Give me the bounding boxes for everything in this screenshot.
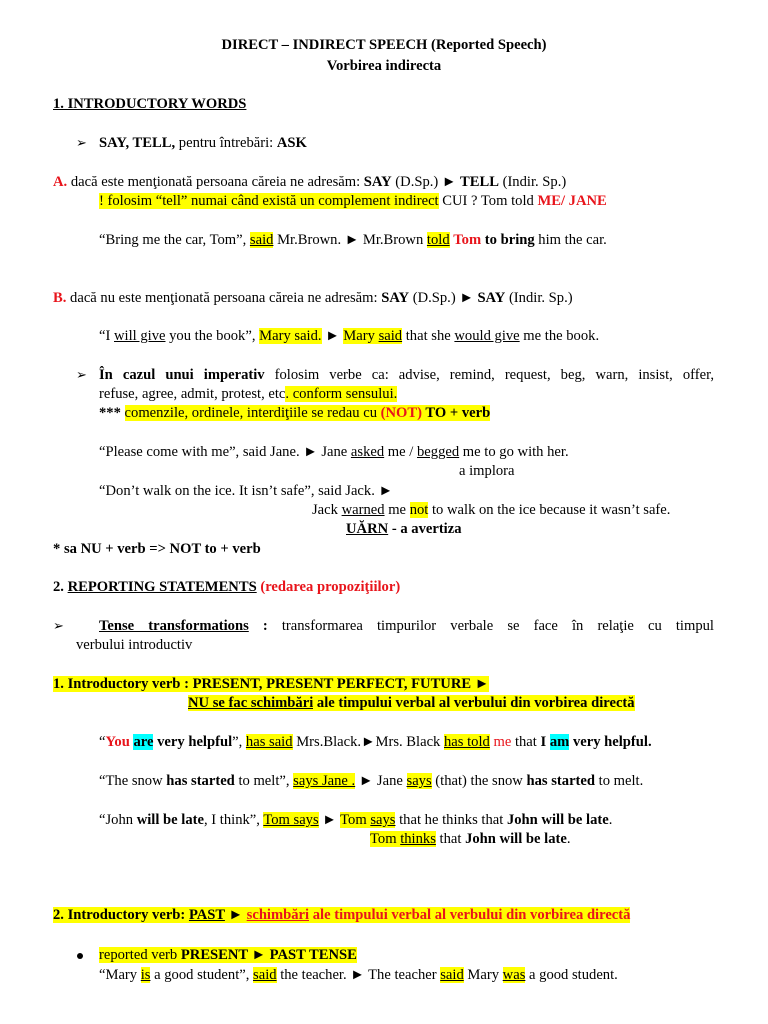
introductory-verb-1-rest: ale timpului verbal al verbului din vorbirea directă (313, 695, 635, 711)
example-text: you the book”, (165, 328, 260, 344)
say-tell-label: SAY, TELL, (99, 135, 176, 151)
arrow: ► (224, 907, 247, 923)
example-text: “John (99, 812, 137, 828)
example-text: “Please come with me”, said Jane. ► Jane (99, 444, 351, 460)
section-2-red-text: (redarea propoziţiilor) (256, 579, 401, 595)
section-2-heading-text: REPORTING STATEMENTS (67, 579, 257, 595)
example-text: “Bring me the car, Tom”, (99, 232, 250, 248)
introductory-verb-2-rest: ale timpului verbal al verbului din vorbirea directă (309, 907, 631, 923)
nu-se-fac-schimbari: NU se fac schimbări (188, 695, 314, 711)
said-highlight: said (253, 967, 277, 983)
avertiza: - a avertiza (388, 521, 462, 537)
example-text: ► (321, 328, 344, 344)
introductory-verb-2 (53, 907, 630, 924)
say-tell-ask-line (99, 135, 307, 152)
reported-verb-text: reported verb (99, 947, 181, 963)
conform-highlight: . conform sensului. (285, 386, 398, 402)
example-text: “Mary (99, 967, 141, 983)
introductory-verb-1-note (188, 695, 635, 712)
example-text: Mrs.Black.►Mrs. Black (292, 734, 444, 750)
warned: warned (341, 502, 385, 518)
section-1-heading-text: 1. INTRODUCTORY WORDS (53, 96, 247, 112)
uarn-note (346, 521, 462, 538)
colon: : (248, 618, 268, 634)
rule-a-note (99, 193, 607, 210)
example-text: me (384, 502, 410, 518)
me-label: me (493, 734, 512, 750)
arrow-bullet-icon: ➢ (76, 136, 87, 151)
example-text: a good student”, (150, 967, 254, 983)
me-jane-label: ME/ JANE (537, 193, 607, 209)
iv2-example (99, 967, 618, 984)
john-will-be-late-2: John will be late (465, 831, 567, 847)
to-verb-label: TO + verb (422, 405, 491, 421)
rule-a-letter: A. (53, 174, 68, 190)
thinks-highlight: thinks (400, 831, 436, 847)
says-jane-highlight: says Jane . (293, 773, 356, 789)
example-text: (that) the snow (431, 773, 527, 789)
example-text: ► Jane (355, 773, 407, 789)
example-text: that he thinks that (395, 812, 507, 828)
document-title: DIRECT – INDIRECT SPEECH (Reported Speech) (221, 37, 547, 53)
ask-label: ASK (276, 135, 307, 151)
period: . (608, 812, 613, 828)
was-highlight: was (502, 967, 526, 983)
imperative-example-2b (312, 502, 670, 519)
arrow-bullet-icon: ➢ (76, 368, 87, 383)
asked: asked (350, 444, 385, 460)
would-give: would give (454, 328, 520, 344)
not-highlight: not (409, 502, 429, 518)
reported-verb-line (99, 947, 357, 964)
example-text: to walk on the ice because it wasn’t safe. (428, 502, 671, 518)
says-highlight: says (406, 773, 432, 789)
example-text: “I (99, 328, 114, 344)
very-helpful: very helpful (153, 734, 233, 750)
bullet-dot-icon (77, 953, 83, 959)
example-text: a good student. (525, 967, 618, 983)
mary-highlight: Mary (343, 328, 375, 344)
example-text: Mary (463, 967, 503, 983)
john-will-be-late: John will be late (506, 812, 609, 828)
told-highlight: told (426, 232, 450, 248)
section-number: 2. (53, 579, 68, 595)
quote: “ (99, 734, 106, 750)
will-be-late: will be late (136, 812, 204, 828)
iv1-example-1 (99, 734, 652, 751)
example-text: me to go with her. (459, 444, 569, 460)
tense-transformations-line-2: verbului introductiv (76, 637, 193, 653)
example-text: that she (402, 328, 455, 344)
am-highlight: am (549, 734, 570, 750)
example-text: to melt. (595, 773, 644, 789)
pentru-text: pentru întrebări: (175, 135, 277, 151)
iv1-example-3b (370, 831, 571, 848)
introductory-verb-2-label: 2. Introductory verb: (53, 907, 189, 923)
example-text: Jack (312, 502, 342, 518)
rule-b-text: dacă nu este menţionată persoana căreia ne adresăm: (66, 290, 382, 306)
begged: begged (417, 444, 460, 460)
rule-b-line (53, 290, 573, 307)
are-highlight: are (133, 734, 154, 750)
dsp-text: (D.Sp.) ► (409, 290, 478, 306)
has-told-highlight: has told (444, 734, 490, 750)
implora-note: a implora (459, 463, 515, 479)
said-highlight: said (378, 328, 403, 344)
rule-a-line (53, 174, 566, 191)
example-text: Mr.Brown. ► Mr.Brown (273, 232, 427, 248)
section-1-heading (53, 96, 246, 113)
section-2-heading (53, 579, 400, 596)
cui-text: CUI ? Tom told (438, 193, 538, 209)
is-highlight: is (140, 967, 151, 983)
imperative-text: folosim verbe ca: advise, remind, request, beg, warn, insist, offer, (264, 367, 714, 383)
highlighted-note: ! folosim “tell” numai când există un complement indirect (99, 193, 439, 209)
imperative-example-2: “Don’t walk on the ice. It isn’t safe”, said Jack. ► (99, 483, 393, 499)
example-text: “The snow (99, 773, 167, 789)
not-label: (NOT) (380, 405, 423, 421)
tom-says-highlight: Tom says (263, 812, 319, 828)
example-text: the teacher. ► The teacher (276, 967, 441, 983)
example-text: him the car. (534, 232, 607, 248)
tom-highlight: Tom (340, 812, 367, 828)
mary-said-highlight: Mary said. (259, 328, 322, 344)
i-label: I (540, 734, 547, 750)
rule-a-example (99, 232, 607, 249)
stars: *** (99, 405, 125, 421)
imperative-line-2 (99, 386, 397, 403)
you-label: You (105, 734, 130, 750)
uarn: UĂRN (346, 521, 389, 537)
sa-nu-rule: * sa NU + verb => NOT to + verb (53, 541, 261, 557)
dsp-text: (D.Sp.) ► (391, 174, 460, 190)
imperative-example-1 (99, 444, 569, 461)
rule-a-text: dacă este menţionată persoana căreia ne adresăm: (67, 174, 364, 190)
says-highlight-2: says (370, 812, 396, 828)
say-label: SAY (363, 174, 392, 190)
tense-transformations-label: Tense transformations (99, 618, 249, 634)
tense-transformations-line (99, 618, 714, 635)
quote: ”, (232, 734, 246, 750)
rule-b-example (99, 328, 599, 345)
rule-b-letter: B. (53, 290, 67, 306)
imperative-line-3 (99, 405, 490, 422)
imperative-line-1 (99, 367, 714, 384)
say-label-2: SAY (477, 290, 506, 306)
past-label: PAST (188, 907, 225, 923)
tell-label: TELL (460, 174, 499, 190)
tom-highlight-2: Tom (370, 831, 397, 847)
example-text: me the book. (519, 328, 600, 344)
iv1-example-2 (99, 773, 643, 790)
imperative-text-2: refuse, agree, admit, protest, etc (99, 386, 286, 402)
said-highlight: said (249, 232, 274, 248)
tom-label: Tom (453, 232, 482, 248)
say-label: SAY (381, 290, 410, 306)
present-past-tense: PRESENT ► PAST TENSE (180, 947, 357, 963)
schimbari-label: schimbări (246, 907, 310, 923)
introductory-verb-1 (53, 676, 489, 693)
imperative-lead: În cazul unui imperativ (99, 367, 265, 383)
arrow-bullet-icon: ➢ (53, 619, 64, 634)
said-highlight-2: said (440, 967, 464, 983)
indir-text: (Indir. Sp.) (498, 174, 567, 190)
document-subtitle: Vorbirea indirecta (326, 58, 442, 74)
has-started: has started (166, 773, 235, 789)
iv1-example-3 (99, 812, 612, 829)
example-text: that (511, 734, 541, 750)
will-give: will give (114, 328, 166, 344)
very-helpful-end: very helpful. (569, 734, 652, 750)
commands-highlight: comenzile, ordinele, interdiţiile se redau cu (124, 405, 381, 421)
example-text: to melt”, (234, 773, 294, 789)
indir-text: (Indir. Sp.) (505, 290, 573, 306)
period: . (566, 831, 571, 847)
introductory-verb-1-label: 1. Introductory verb : PRESENT, PRESENT PERFECT, FUTURE ► (53, 676, 490, 692)
has-said-highlight: has said (245, 734, 293, 750)
has-started-2: has started (526, 773, 596, 789)
example-text: ► (318, 812, 341, 828)
example-text: , I think”, (204, 812, 264, 828)
tense-transformations-text: transformarea timpurilor verbale se face în relaţie cu timpul (267, 618, 714, 634)
example-text: me / (384, 444, 417, 460)
example-text: that (435, 831, 466, 847)
to-bring-label: to bring (481, 232, 535, 248)
